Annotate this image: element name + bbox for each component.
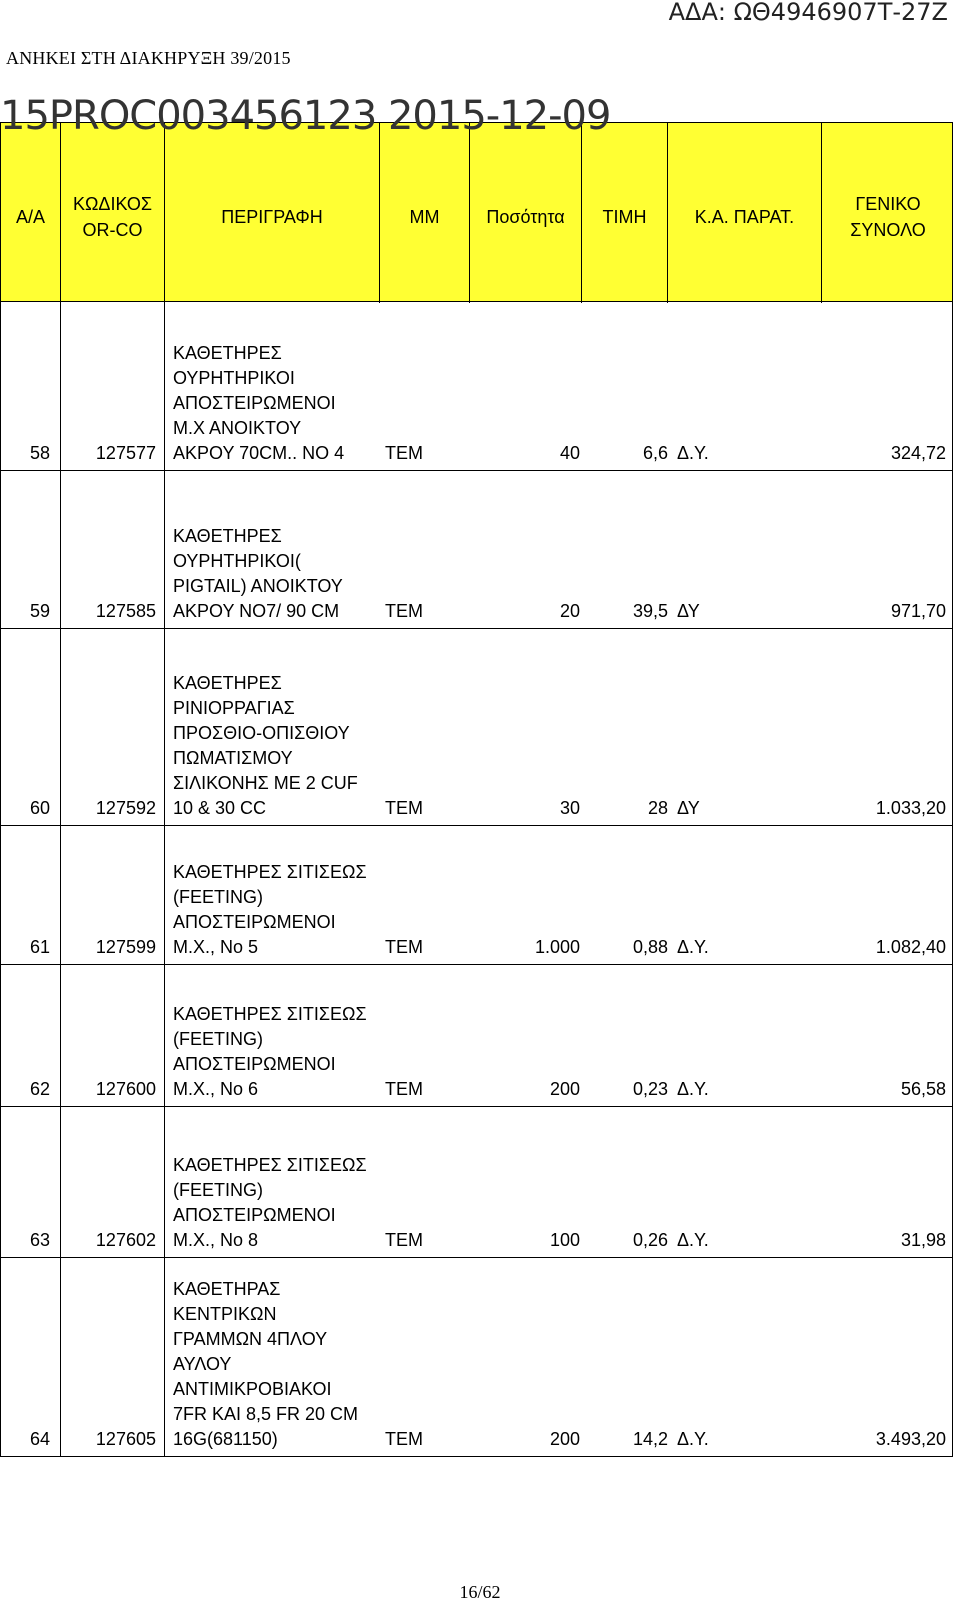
row-description: ΚΑΘΕΤΗΡΕΣ ΣΙΤΙΣΕΩΣ (FEETING) ΑΠΟΣΤΕΙΡΩΜΕΝΟΙ Μ.Χ., Νο 8 <box>173 1155 367 1250</box>
row-unit: ΤΕΜ <box>385 443 423 463</box>
row-description: ΚΑΘΕΤΗΡΕΣ ΣΙΤΙΣΕΩΣ (FEETING) ΑΠΟΣΤΕΙΡΩΜΕΝΟΙ Μ.Χ., Νο 5 <box>173 862 367 957</box>
row-total: 1.033,20 <box>875 798 946 818</box>
row-total: 971,70 <box>890 601 946 621</box>
row-vat-code: Δ.Υ. <box>677 443 709 463</box>
header-unit: ΜΜ <box>380 123 470 303</box>
row-price: 14,2 <box>632 1429 668 1449</box>
row-number: 59 <box>29 601 50 621</box>
row-quantity: 40 <box>559 443 580 463</box>
row-quantity: 100 <box>549 1230 580 1250</box>
row-price: 0,88 <box>632 937 668 957</box>
row-number: 58 <box>29 443 50 463</box>
row-divider <box>0 1456 953 1457</box>
row-description: ΚΑΘΕΤΗΡΕΣ ΣΙΤΙΣΕΩΣ (FEETING) ΑΠΟΣΤΕΙΡΩΜΕΝΟΙ Μ.Χ., Νο 6 <box>173 1004 367 1099</box>
proc-stamp: 15PROC003456123 2015-12-09 <box>0 93 611 139</box>
row-description: ΚΑΘΕΤΗΡΑΣ ΚΕΝΤΡΙΚΩΝ ΓΡΑΜΜΩΝ 4ΠΛΟΥ ΑΥΛΟΥ ΑΝΤΙΜΙΚΡΟΒΙΑΚΟΙ 7FR ΚΑΙ 8,5 FR 20 CM 16G(681150) <box>173 1279 359 1449</box>
row-code: 127577 <box>95 443 156 463</box>
row-total: 3.493,20 <box>875 1429 946 1449</box>
row-unit: ΤΕΜ <box>385 798 423 818</box>
row-total: 1.082,40 <box>875 937 946 957</box>
row-vat-code: ΔΥ <box>677 798 700 818</box>
row-price: 0,23 <box>632 1079 668 1099</box>
row-code: 127599 <box>95 937 156 957</box>
table-row <box>0 1106 953 1257</box>
row-price: 6,6 <box>642 443 668 463</box>
table-row <box>0 302 953 470</box>
row-price: 0,26 <box>632 1230 668 1250</box>
tender-reference: ΑΝΗΚΕΙ ΣΤΗ ΔΙΑΚΗΡΥΞΗ 39/2015 <box>6 48 291 68</box>
row-number: 63 <box>29 1230 50 1250</box>
ada-identifier: ΑΔΑ: ΩΘ4946907Τ-27Ζ <box>668 0 948 26</box>
table-row <box>0 964 953 1106</box>
row-unit: ΤΕΜ <box>385 937 423 957</box>
row-code: 127592 <box>95 798 156 818</box>
row-unit: ΤΕΜ <box>385 1429 423 1449</box>
row-total: 324,72 <box>890 443 946 463</box>
row-code: 127585 <box>95 601 156 621</box>
row-code: 127600 <box>95 1079 156 1099</box>
table-row <box>0 825 953 964</box>
row-total: 56,58 <box>900 1079 946 1099</box>
row-number: 64 <box>29 1429 50 1449</box>
header-total: ΓΕΝΙΚΟ ΣΥΝΟΛΟ <box>850 194 926 240</box>
row-number: 60 <box>29 798 50 818</box>
header-no: Α/Α <box>1 123 61 303</box>
table-row <box>0 470 953 628</box>
header-vat-code: Κ.Α. ΠΑΡΑΤ. <box>668 123 822 303</box>
header-price: ΤΙΜΗ <box>582 123 668 303</box>
row-vat-code: Δ.Υ. <box>677 1079 709 1099</box>
row-description: ΚΑΘΕΤΗΡΕΣ ΡΙΝΙΟΡΡΑΓΙΑΣ ΠΡΟΣΘΙΟ-ΟΠΙΣΘΙΟΥ ΠΩΜΑΤΙΣΜΟΥ ΣΙΛΙΚΟΝΗΣ ΜΕ 2 CUF 10 & 30 CC <box>173 673 358 818</box>
table-header <box>0 122 953 302</box>
row-code: 127602 <box>95 1230 156 1250</box>
header-code: ΚΩΔΙΚΟΣ OR-CO <box>61 123 165 303</box>
row-description: ΚΑΘΕΤΗΡΕΣ ΟΥΡΗΤΗΡΙΚΟΙ ΑΠΟΣΤΕΙΡΩΜΕΝΟΙ Μ.Χ ΑΝΟΙΚΤΟΥ ΑΚΡΟΥ 70CM.. NO 4 <box>173 343 345 463</box>
table-row <box>0 1257 953 1456</box>
row-number: 61 <box>29 937 50 957</box>
header-quantity: Ποσότητα <box>470 123 582 303</box>
row-quantity: 30 <box>559 798 580 818</box>
row-unit: ΤΕΜ <box>385 1230 423 1250</box>
row-vat-code: Δ.Υ. <box>677 937 709 957</box>
page-number: 16/62 <box>459 1582 501 1602</box>
row-unit: ΤΕΜ <box>385 1079 423 1099</box>
row-price: 39,5 <box>632 601 668 621</box>
row-total: 31,98 <box>900 1230 946 1250</box>
row-vat-code: Δ.Υ. <box>677 1429 709 1449</box>
row-number: 62 <box>29 1079 50 1099</box>
row-description: ΚΑΘΕΤΗΡΕΣ ΟΥΡΗΤΗΡΙΚΟΙ( PIGTAIL) ΑΝΟΙΚΤΟΥ ΑΚΡΟΥ ΝΟ7/ 90 CM <box>173 526 343 621</box>
row-quantity: 20 <box>559 601 580 621</box>
table-row <box>0 628 953 825</box>
row-quantity: 200 <box>549 1429 580 1449</box>
row-price: 28 <box>647 798 668 818</box>
row-vat-code: Δ.Υ. <box>677 1230 709 1250</box>
row-quantity: 200 <box>549 1079 580 1099</box>
row-quantity: 1.000 <box>534 937 580 957</box>
row-vat-code: ΔΥ <box>677 601 700 621</box>
row-code: 127605 <box>95 1429 156 1449</box>
header-description: ΠΕΡΙΓΡΑΦΗ <box>165 123 380 303</box>
row-unit: ΤΕΜ <box>385 601 423 621</box>
